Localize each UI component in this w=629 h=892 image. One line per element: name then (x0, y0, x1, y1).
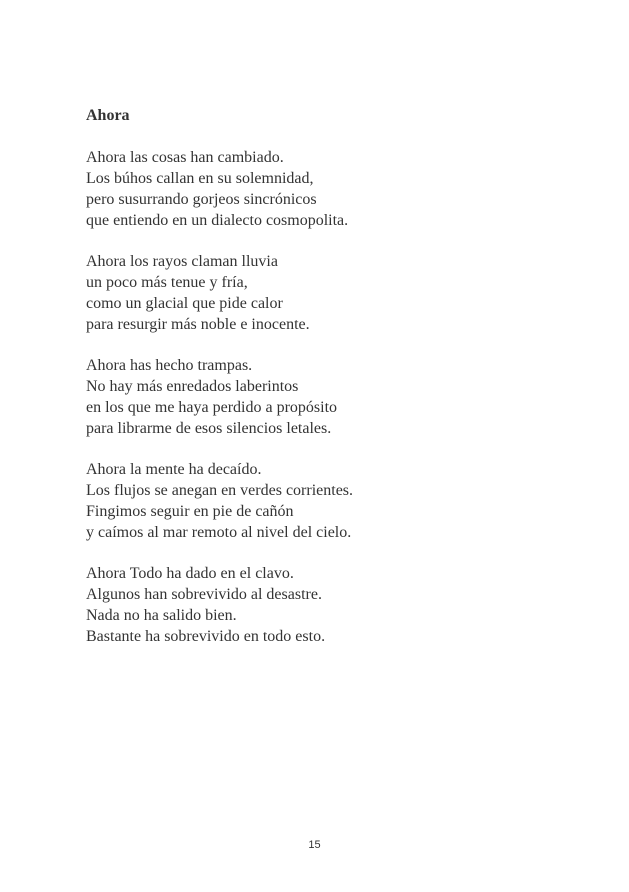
poem-line: Bastante ha sobrevivido en todo esto. (86, 628, 326, 645)
poem-line: que entiendo en un dialecto cosmopolita. (86, 212, 349, 229)
poem-line: Fingimos seguir en pie de cañón (86, 503, 294, 520)
stanza-4 (86, 459, 606, 543)
stanza-3 (86, 355, 606, 439)
poem-line: Ahora las cosas han cambiado. (86, 149, 284, 166)
poem-line: y caímos al mar remoto al nivel del cielo. (86, 524, 352, 541)
poem-line: Ahora Todo ha dado en el clavo. (86, 565, 294, 582)
stanza-1 (86, 147, 606, 231)
poem-line: Los búhos callan en su solemnidad, (86, 170, 314, 187)
poem-body (86, 147, 606, 667)
poem-line: para resurgir más noble e inocente. (86, 316, 310, 333)
stanza-2 (86, 251, 606, 335)
poem-line: como un glacial que pide calor (86, 295, 283, 312)
poem-title: Ahora (86, 107, 130, 124)
poem-line: Nada no ha salido bien. (86, 607, 237, 624)
poem-line: Ahora la mente ha decaído. (86, 461, 262, 478)
poem-line: Algunos han sobrevivido al desastre. (86, 586, 322, 603)
page-number: 15 (308, 839, 321, 851)
poem-line: un poco más tenue y fría, (86, 274, 248, 291)
poem-line: Ahora has hecho trampas. (86, 357, 253, 374)
poem-line: No hay más enredados laberintos (86, 378, 299, 395)
poem-line: para librarme de esos silencios letales. (86, 420, 332, 437)
poem-line: en los que me haya perdido a propósito (86, 399, 338, 416)
stanza-5 (86, 563, 606, 647)
poem-line: Ahora los rayos claman lluvia (86, 253, 278, 270)
poem-line: Los flujos se anegan en verdes corrientes. (86, 482, 354, 499)
poem-line: pero susurrando gorjeos sincrónicos (86, 191, 317, 208)
